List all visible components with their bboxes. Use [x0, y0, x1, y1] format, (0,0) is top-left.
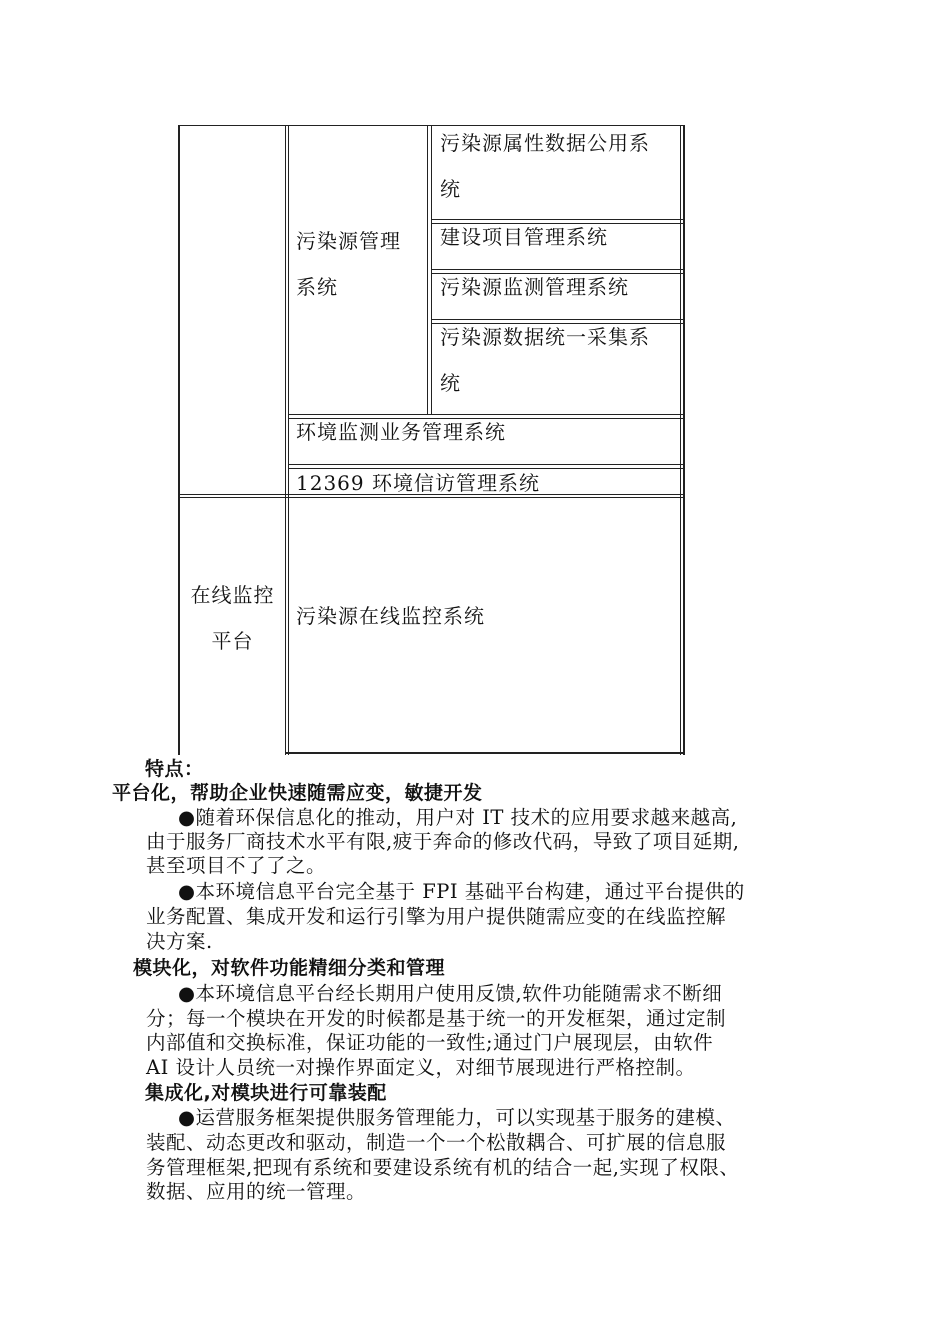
para-4-line-2: 装配、动态更改和驱动，制造一个一个松散耦合、可扩展的信息服	[146, 1131, 727, 1154]
table-border-right	[683, 125, 685, 755]
heading-platform: 平台化，帮助企业快速随需应变，敏捷开发	[112, 782, 483, 804]
table-col-divider	[427, 125, 428, 415]
para-1-line-1: ●随着环保信息化的推动，用户对 IT 技术的应用要求越来越高,	[178, 806, 738, 829]
cell-sub-attr-data-line1: 污染源属性数据公用系	[440, 131, 650, 155]
table-col-divider	[431, 125, 432, 415]
cell-sub-data-collection-line1: 污染源数据统一采集系	[440, 325, 650, 349]
cell-online-platform-line1: 在线监控	[190, 583, 275, 607]
table-col-divider	[288, 125, 289, 755]
heading-modular: 模块化，对软件功能精细分类和管理	[133, 957, 446, 979]
cell-sub-attr-data	[440, 120, 650, 212]
para-3-line-2: 分；每一个模块在开发的时候都是基于统一的开发框架，通过定制	[146, 1007, 727, 1030]
cell-online-platform	[180, 572, 285, 664]
cell-pollution-mgmt-line2: 系统	[296, 275, 338, 299]
cell-pollution-mgmt	[296, 218, 401, 310]
table-border-bottom	[285, 752, 685, 754]
para-3-line-4: AI 设计人员统一对操作界面定义，对细节展现进行严格控制。	[146, 1056, 696, 1079]
heading-integration: 集成化,对模块进行可靠装配	[145, 1082, 387, 1104]
table-col-divider	[285, 125, 286, 755]
para-1-line-2: 由于服务厂商技术水平有限,疲于奔命的修改代码，导致了项目延期,	[146, 830, 740, 853]
para-2-line-3: 决方案.	[146, 930, 213, 953]
para-4-line-1: ●运营服务框架提供服务管理能力，可以实现基于服务的建模、	[178, 1106, 736, 1129]
para-2-line-2: 业务配置、集成开发和运行引擎为用户提供随需应变的在线监控解	[146, 905, 727, 928]
cell-sub-data-collection-line2: 统	[440, 371, 461, 395]
cell-env-monitor: 环境监测业务管理系统	[296, 420, 506, 444]
cell-pollution-mgmt-line1: 污染源管理	[296, 229, 401, 253]
cell-online-platform-line2: 平台	[211, 629, 254, 653]
cell-sub-monitor-mgmt: 污染源监测管理系统	[440, 275, 629, 299]
para-1-line-3: 甚至项目不了了之。	[146, 854, 327, 877]
cell-sub-attr-data-line2: 统	[440, 177, 461, 201]
para-4-line-4: 数据、应用的统一管理。	[146, 1180, 367, 1203]
features-label: 特点：	[145, 758, 204, 780]
para-3-line-1: ●本环境信息平台经长期用户使用反馈,软件功能随需求不断细	[178, 982, 723, 1005]
cell-petition: 12369 环境信访管理系统	[296, 471, 540, 495]
cell-sub-data-collection	[440, 314, 650, 406]
para-2-line-1: ●本环境信息平台完全基于 FPI 基础平台构建，通过平台提供的	[178, 880, 745, 903]
cell-online-system: 污染源在线监控系统	[296, 604, 485, 628]
cell-sub-project-mgmt: 建设项目管理系统	[440, 225, 608, 249]
para-3-line-3: 内部值和交换标准，保证功能的一致性;通过门户展现层，由软件	[146, 1031, 714, 1054]
para-4-line-3: 务管理框架,把现有系统和要建设系统有机的结合一起,实现了权限、	[146, 1156, 740, 1179]
